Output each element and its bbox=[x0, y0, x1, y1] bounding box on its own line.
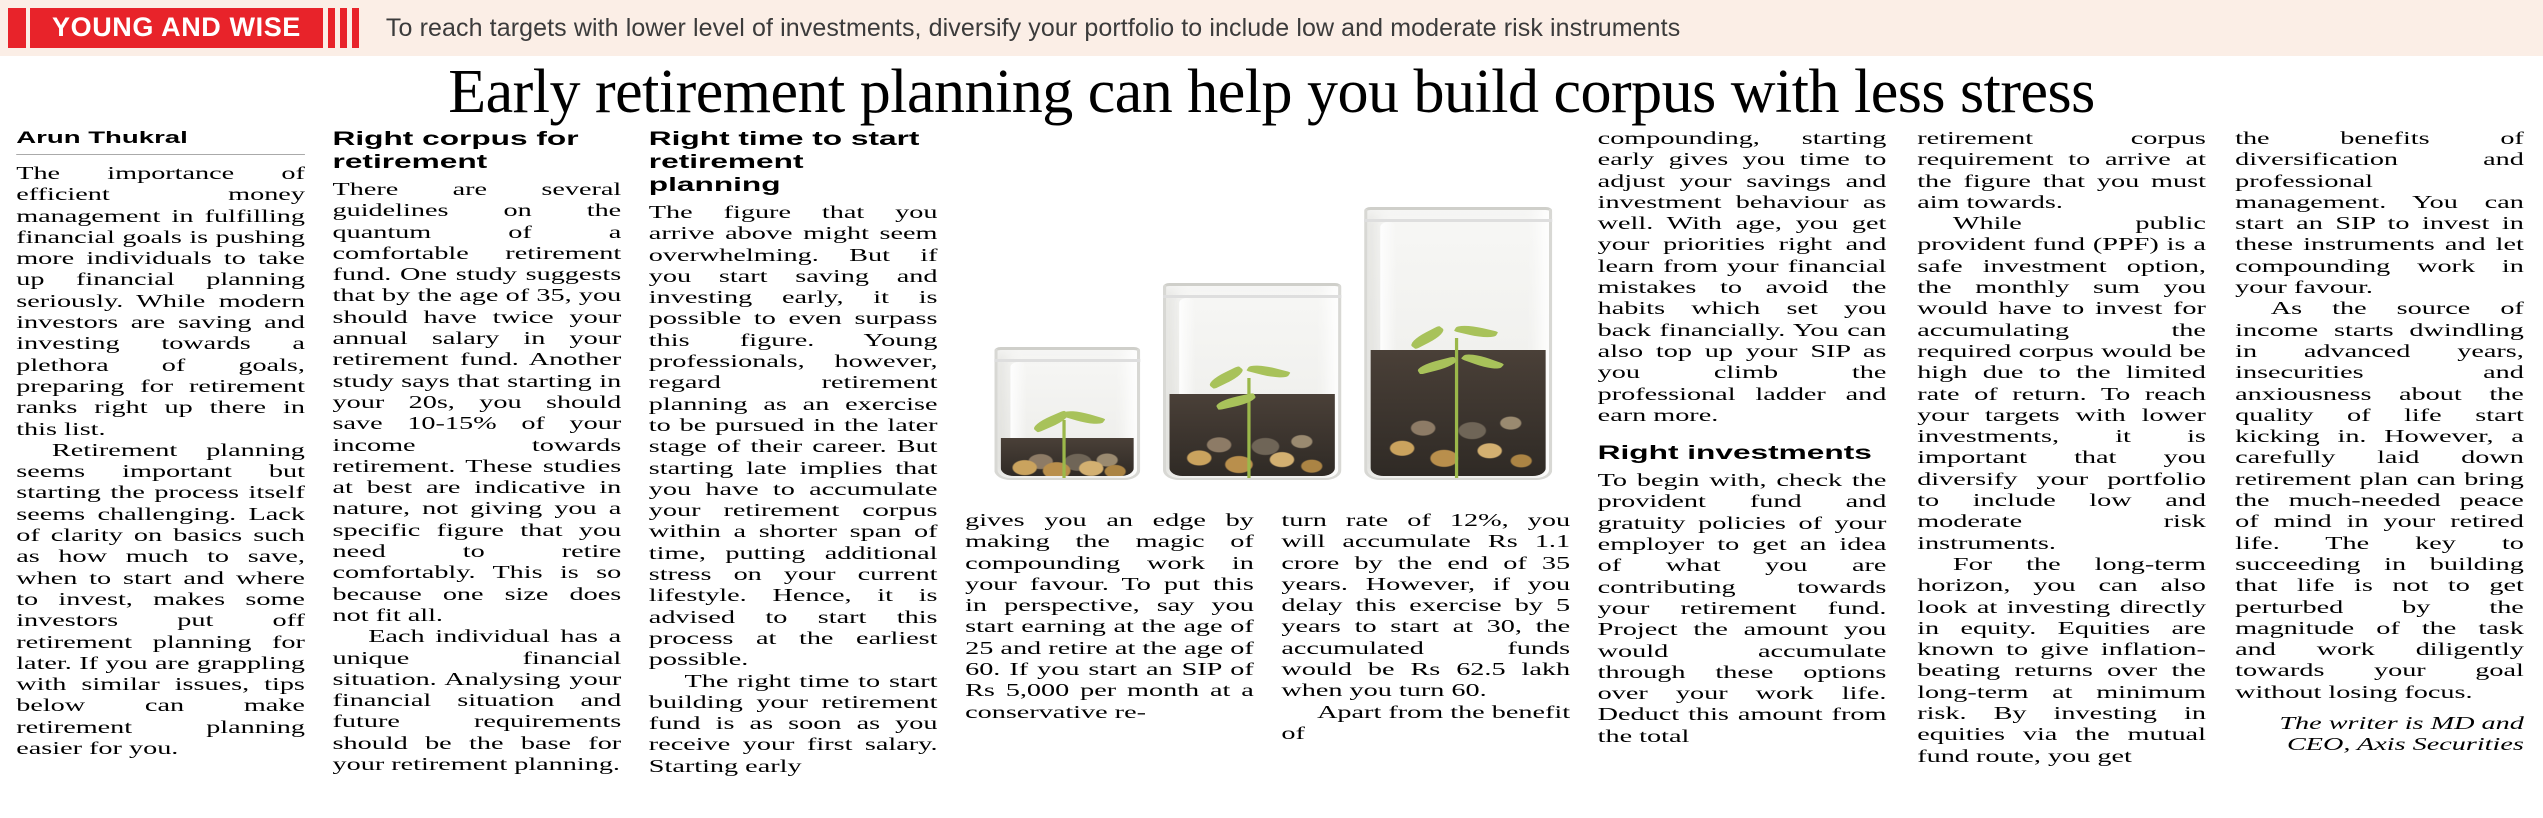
paragraph: As the source of income starts dwindling in advanced years, insecurities and anxiousness about the quality of life start kicking in. However, a carefully laid down retirement plan can bring the much-needed peace of mind in your retired life. The key to succeeding in building that life is not to get perturbed by the magnitude of the task and work diligently towards your goal without losing focus. bbox=[2235, 298, 2524, 702]
page-title: Early retirement planning can help you build corpus with less stress bbox=[448, 58, 2095, 126]
paragraph: For the long-term horizon, you can also look at investing directly in equity. Equities are known to give inflation-beating returns over the long-term at minimum risk. By investing in equities via the mutual fund route, you get bbox=[1917, 553, 2206, 766]
subhead-right-corpus: Right corpus for retirement bbox=[332, 128, 579, 173]
article-body bbox=[0, 128, 2543, 818]
byline: Arun Thukral bbox=[16, 128, 188, 147]
column-7 bbox=[1917, 128, 2206, 767]
photo-savings-jars bbox=[965, 130, 1568, 498]
paragraph: There are several guidelines on the quantum of a comfortable retirement fund. One study suggests that by the age of 35, you should have twice your annual salary in your retirement fund. Another study says that starting in your 20s, you should save 10-15% of your income towards retirement. These studies at best are indicative in nature, not giving you a specific figure that you need to retire comfortably. This is so because one size does not fit all. bbox=[332, 179, 622, 625]
section-kicker: YOUNG AND WISE bbox=[30, 8, 323, 48]
paragraph: While public provident fund (PPF) is a safe investment option, the monthly sum you would have to invest for accumulating the required corpus would be high due to the limited rate of return. To reach your targets with lower investments, it is important that you diversify your portfolio to include low and moderate risk instruments. bbox=[1917, 213, 2206, 553]
paragraph: Each individual has a unique financial situation. Analysing your financial situation and future requirements should be the base for your retirement planning. bbox=[332, 626, 622, 775]
masthead-dek: To reach targets with lower level of investments, diversify your portfolio to include low and moderate risk instruments bbox=[385, 13, 1681, 42]
paragraph: The right time to start building your retirement fund is as soon as you receive your first salary. Starting early bbox=[648, 670, 938, 776]
subhead-right-investments: Right investments bbox=[1597, 442, 1872, 465]
column-1 bbox=[16, 128, 305, 759]
paragraph: gives you an edge by making the magic of compounding work in your favour. To put this in perspective, say you start earning at the age of 25 and retire at the age of 60. If you start an SIP of Rs 5,000 per month at a conservative re- bbox=[965, 510, 1254, 722]
column-2 bbox=[333, 128, 622, 775]
column-4 bbox=[965, 510, 1254, 723]
paragraph: the benefits of diversification and professional management. You can start an SIP to invest in these instruments and let compounding work in your favour. bbox=[2235, 128, 2524, 298]
jar-small bbox=[994, 347, 1140, 480]
column-3 bbox=[649, 128, 938, 777]
signoff-line-2: CEO, Axis Securities bbox=[2286, 734, 2524, 755]
headline-area bbox=[0, 56, 2543, 128]
columns-container bbox=[0, 128, 2538, 818]
jar-large bbox=[1364, 207, 1552, 480]
column-6 bbox=[1598, 128, 1887, 747]
paragraph: Retirement planning seems important but starting the process itself seems challenging. Lack of clarity on basics such as how much to save, when to start and where to invest, makes some investors put off retirement planning for later. If you are grappling with similar issues, tips below can make retirement planning easier for you. bbox=[16, 439, 305, 759]
subhead-right-time: Right time to start retirement planning bbox=[648, 128, 920, 196]
paragraph: retirement corpus requirement to arrive at the figure that you must aim towards. bbox=[1917, 128, 2206, 212]
column-8 bbox=[2235, 128, 2524, 756]
byline-rule bbox=[16, 154, 305, 155]
masthead-strip bbox=[0, 0, 2543, 56]
paragraph: To begin with, check the provident fund and gratuity policies of your employer to get an idea of what you are contributing towards your retirement fund. Project the amount you would accumulate through these options over your work life. Deduct this amount from the total bbox=[1597, 470, 1887, 746]
kicker-stripes bbox=[328, 8, 364, 48]
jar-medium bbox=[1163, 283, 1341, 480]
column-5 bbox=[1281, 510, 1570, 744]
paragraph: The figure that you arrive above might seem overwhelming. But if you start saving and investing early, it is possible to even surpass this figure. Young professionals, however, regard retirement planning as an exercise to be pursued in the later stage of their career. But starting late implies that you have to accumulate your retirement corpus within a shorter span of time, putting additional stress on your current lifestyle. Hence, it is advised to start this process at the earliest possible. bbox=[648, 202, 938, 670]
paragraph: The importance of efficient money management in fulfilling financial goals is pushing more individuals to take up financial planning seriously. While modern investors are saving and investing towards a plethora of goals, preparing for retirement ranks right up there in this list. bbox=[16, 163, 305, 439]
paragraph: turn rate of 12%, you will accumulate Rs 1.1 crore by the end of 35 years. However, if you delay this exercise by 5 years to start at 30, the accumulated funds would be Rs 62.5 lakh when you turn 60. bbox=[1281, 510, 1571, 701]
accent-bar-left bbox=[8, 8, 26, 48]
paragraph: compounding, starting early gives you time to adjust your savings and investment behaviour as well. With age, you get your priorities right and learn from your financial mistakes to avoid the habits which set you back financially. You can also top up your SIP as you climb the professional ladder and earn more. bbox=[1597, 128, 1887, 425]
signoff-line-1: The writer is MD and bbox=[2279, 713, 2524, 734]
paragraph: Apart from the benefit of bbox=[1281, 701, 1571, 743]
